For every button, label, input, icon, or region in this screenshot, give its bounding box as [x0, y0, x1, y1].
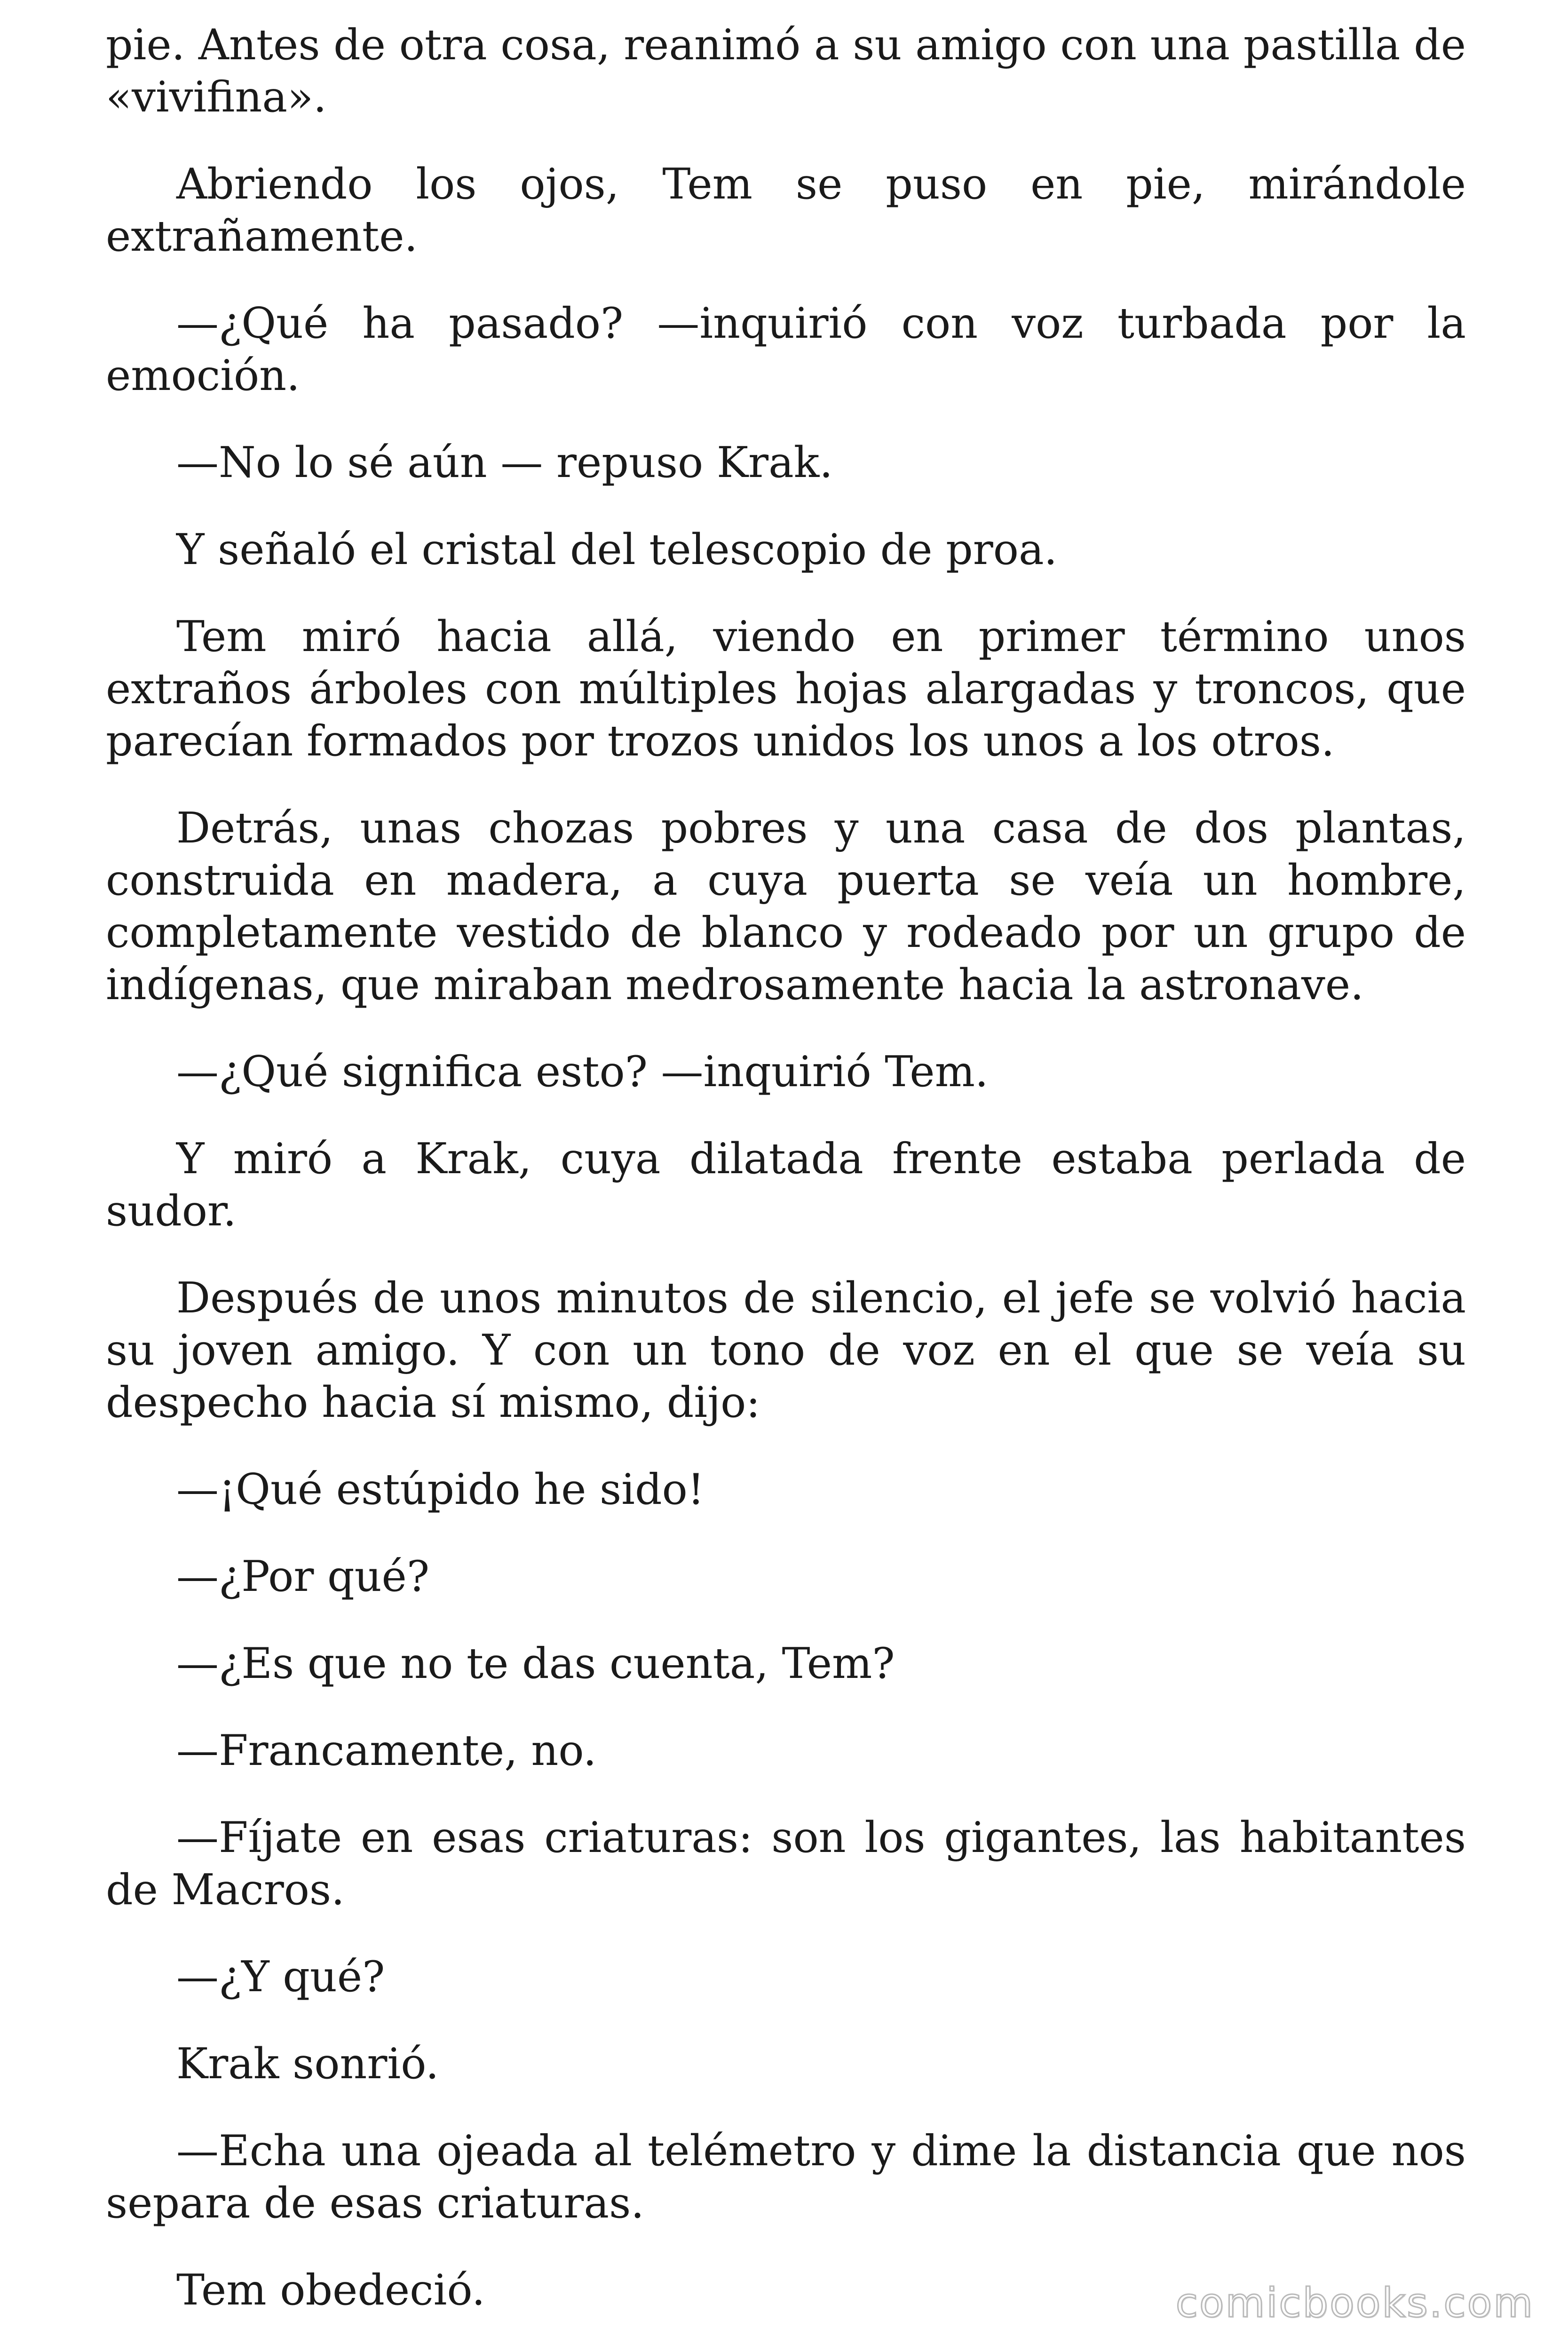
paragraph-9: Y miró a Krak, cuya dilatada frente estaba perlada de sudor. — [106, 1134, 1466, 1236]
paragraph-4: —No lo sé aún — repuso Krak. — [176, 438, 833, 487]
paragraph-16: —¿Y qué? — [176, 1952, 385, 2002]
paragraph-5: Y señaló el cristal del telescopio de proa. — [176, 525, 1058, 574]
paragraph-1: pie. Antes de otra cosa, reanimó a su amigo con una pastilla de «vivifina». — [106, 20, 1466, 122]
paragraph-12: —¿Por qué? — [176, 1552, 430, 1601]
paragraph-8: —¿Qué significa esto? —inquirió Tem. — [176, 1047, 989, 1097]
paragraph-13: —¿Es que no te das cuenta, Tem? — [176, 1639, 895, 1688]
paragraph-19: Tem obedeció. — [176, 2265, 485, 2315]
watermark-logo: comicbooks.com — [1175, 2280, 1534, 2327]
paragraph-18: —Echa una ojeada al telémetro y dime la distancia que nos separa de esas criaturas. — [106, 2126, 1466, 2228]
paragraph-17: Krak sonrió. — [176, 2039, 439, 2089]
paragraph-3: —¿Qué ha pasado? —inquirió con voz turbada por la emoción. — [106, 299, 1466, 400]
paragraph-7: Detrás, unas chozas pobres y una casa de dos plantas, construida en madera, a cuya puerta se veía un hombre, completamente vestido de blanco y rodeado por un grupo de indígenas, que miraban medrosamente hacia la astronave. — [106, 803, 1466, 1009]
paragraph-11: —¡Qué estúpido he sido! — [176, 1465, 705, 1514]
paragraph-2: Abriendo los ojos, Tem se puso en pie, mirándole extrañamente. — [106, 159, 1466, 261]
paragraph-10: Después de unos minutos de silencio, el jefe se volvió hacia su joven amigo. Y con un tono de voz en el que se veía su despecho hacia sí mismo, dijo: — [106, 1273, 1466, 1427]
paragraph-6: Tem miró hacia allá, viendo en primer término unos extraños árboles con múltiples hojas alargadas y troncos, que parecían formados por trozos unidos los unos a los otros. — [106, 612, 1466, 766]
paragraph-14: —Francamente, no. — [176, 1726, 597, 1775]
paragraph-15: —Fíjate en esas criaturas: son los gigantes, las habitantes de Macros. — [106, 1813, 1466, 1915]
